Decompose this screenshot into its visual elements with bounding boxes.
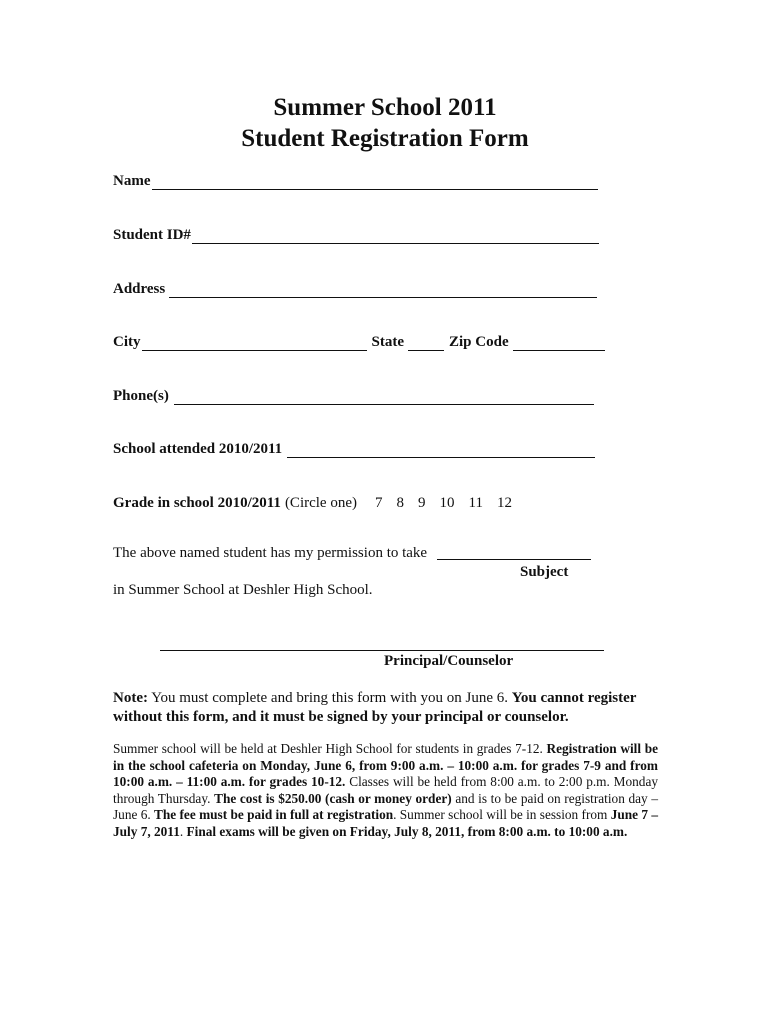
form-title-line-2: Student Registration Form — [241, 125, 529, 152]
grade-option-10[interactable]: 10 — [439, 495, 455, 511]
info-sentence-1: Summer school will be held at Deshler High School for students in grades 7-12. — [113, 741, 543, 756]
info-class-hours: Classes will be held from 8:00 a.m. to 2:00 p.m. Monday through Thursday. — [113, 774, 658, 806]
address-field[interactable] — [169, 281, 597, 298]
info-fee: The fee must be paid in full at registration — [154, 807, 394, 823]
info-final-exams: Final exams will be given on Friday, July 8, 2011, from 8:00 a.m. to 10:00 a.m. — [186, 823, 628, 839]
state-label: State — [371, 334, 404, 350]
phone-field[interactable] — [174, 388, 594, 405]
city-label: City — [113, 334, 141, 350]
grade-option-7[interactable]: 7 — [375, 495, 383, 511]
grade-label: Grade in school 2010/2011 — [113, 495, 281, 511]
name-row — [113, 170, 598, 190]
city-field[interactable] — [142, 334, 367, 351]
state-field[interactable] — [408, 334, 444, 351]
student-id-row — [113, 224, 599, 244]
subject-field[interactable] — [437, 543, 591, 560]
grade-option-11[interactable]: 11 — [468, 495, 483, 511]
grade-option-8[interactable]: 8 — [396, 495, 404, 511]
info-session: . Summer school will be in session from — [393, 807, 608, 823]
note-block — [113, 689, 673, 727]
grade-row — [113, 492, 526, 512]
name-label: Name — [113, 173, 151, 189]
note-text: You must complete and bring this form with you on June 6. — [151, 690, 508, 706]
info-cost: The cost is $250.00 (cash or money order) — [214, 790, 452, 806]
school-attended-field[interactable] — [287, 441, 595, 458]
signature-label: Principal/Counselor — [384, 653, 514, 669]
note-prefix: Note: — [113, 690, 148, 706]
student-id-field[interactable] — [192, 227, 599, 244]
grade-option-12[interactable]: 12 — [496, 495, 512, 511]
address-row — [113, 278, 597, 298]
name-field[interactable] — [152, 173, 598, 190]
signature-field[interactable] — [160, 636, 604, 651]
school-attended-row — [113, 438, 595, 458]
zip-label: Zip Code — [449, 334, 509, 350]
note-bold-text: You cannot register without this form, and it must be signed by your principal or counselor. — [113, 690, 637, 725]
subject-label: Subject — [520, 564, 569, 580]
student-id-label: Student ID# — [113, 227, 191, 243]
grade-instruction: (Circle one) — [284, 495, 357, 511]
info-period: . — [179, 823, 184, 839]
address-label: Address — [113, 281, 166, 297]
grade-option-9[interactable]: 9 — [418, 495, 426, 511]
zip-field[interactable] — [513, 334, 605, 351]
info-session-dates: June 7 – July 7, 2011 — [113, 807, 658, 839]
city-state-zip-row — [113, 331, 605, 351]
permission-location: in Summer School at Deshler High School. — [113, 582, 373, 598]
school-attended-label: School attended 2010/2011 — [113, 441, 283, 457]
phone-label: Phone(s) — [113, 388, 169, 404]
phone-row — [113, 385, 594, 405]
info-registration: Registration will be in the school cafeteria on Monday, June 6, from 9:00 a.m. – 10:00 a.m. for grades 7-9 and from 10:00 a.m. – 11:00 a.m. for grades 10-12. — [113, 741, 659, 790]
permission-text: The above named student has my permission to take — [113, 545, 428, 561]
form-title-line-1: Summer School 2011 — [273, 94, 497, 121]
info-paragraph — [113, 741, 658, 841]
info-pay-day: and is to be paid on registration day – June 6. — [113, 790, 658, 823]
